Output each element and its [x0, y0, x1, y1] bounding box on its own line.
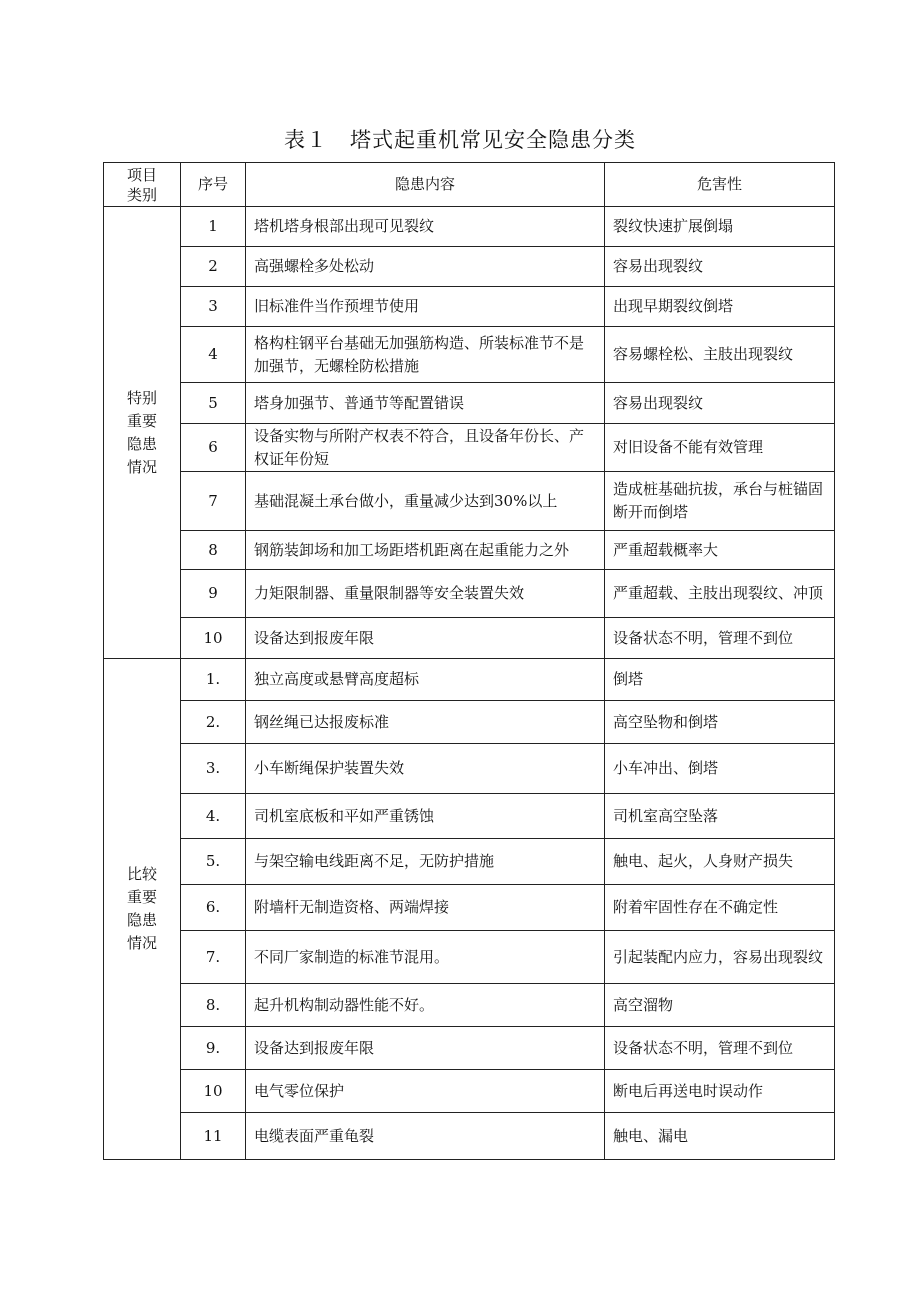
- table-body: [104, 207, 835, 1160]
- hazard-harm: 严重超载、主肢出现裂纹、冲顶: [605, 570, 835, 618]
- hazard-harm: 断电后再送电时误动作: [605, 1070, 835, 1113]
- hazard-harm: 容易出现裂纹: [605, 247, 835, 287]
- hazard-harm: 裂纹快速扩展倒塌: [605, 207, 835, 247]
- row-number: 1.: [181, 659, 246, 701]
- category-text: 隐患: [126, 434, 157, 453]
- hazard-harm: 触电、起火，人身财产损失: [605, 839, 835, 885]
- table-row: [104, 744, 835, 794]
- hazard-content: 基础混凝土承台做小，重量减少达到30%以上: [246, 472, 605, 531]
- header-row: [104, 163, 835, 207]
- table-row: [104, 531, 835, 570]
- category-text: 重要: [126, 411, 157, 430]
- row-number: 11: [181, 1113, 246, 1160]
- category-text: 隐患: [126, 911, 157, 929]
- table-row: [104, 472, 835, 531]
- hazard-harm: 容易出现裂纹: [605, 383, 835, 424]
- hazard-content: 钢筋装卸场和加工场距塔机距离在起重能力之外: [246, 531, 605, 570]
- header-number: 序号: [181, 163, 246, 207]
- hazard-content: 塔身加强节、普通节等配置错误: [246, 383, 605, 424]
- hazard-harm: 容易螺栓松、主肢出现裂纹: [605, 327, 835, 383]
- category-text: 特别: [126, 388, 157, 407]
- category-cell: [104, 207, 181, 659]
- row-number: 3: [181, 287, 246, 327]
- hazard-harm: 高空坠物和倒塔: [605, 701, 835, 744]
- hazard-harm: 小车冲出、倒塔: [605, 744, 835, 794]
- header-category-line2: 类别: [126, 185, 157, 204]
- table-row: [104, 424, 835, 472]
- table-row: [104, 1027, 835, 1070]
- row-number: 1: [181, 207, 246, 247]
- row-number: 10: [181, 618, 246, 659]
- hazard-harm: 引起装配内应力，容易出现裂纹: [605, 931, 835, 984]
- hazard-content: 附墙杆无制造资格、两端焊接: [246, 885, 605, 931]
- header-content: 隐患内容: [246, 163, 605, 207]
- category-text: 情况: [126, 457, 157, 476]
- hazard-content: 不同厂家制造的标准节混用。: [246, 931, 605, 984]
- table-row: [104, 931, 835, 984]
- row-number: 2.: [181, 701, 246, 744]
- hazard-harm: 设备状态不明，管理不到位: [605, 618, 835, 659]
- hazard-harm: 附着牢固性存在不确定性: [605, 885, 835, 931]
- row-number: 5: [181, 383, 246, 424]
- hazard-content: 独立高度或悬臂高度超标: [246, 659, 605, 701]
- hazard-harm: 造成桩基础抗拔，承台与桩锚固断开而倒塔: [605, 472, 835, 531]
- hazard-harm: 高空溜物: [605, 984, 835, 1027]
- category-text: 情况: [126, 934, 157, 952]
- row-number: 7.: [181, 931, 246, 984]
- row-number: 6: [181, 424, 246, 472]
- hazard-harm: 出现早期裂纹倒塔: [605, 287, 835, 327]
- row-number: 8: [181, 531, 246, 570]
- hazard-harm: 设备状态不明，管理不到位: [605, 1027, 835, 1070]
- table-row: [104, 247, 835, 287]
- table-row: [104, 618, 835, 659]
- table-row: [104, 1070, 835, 1113]
- hazard-content: 塔机塔身根部出现可见裂纹: [246, 207, 605, 247]
- table-row: [104, 383, 835, 424]
- hazard-table: [103, 162, 835, 1160]
- row-number: 5.: [181, 839, 246, 885]
- row-number: 9: [181, 570, 246, 618]
- row-number: 7: [181, 472, 246, 531]
- table-row: [104, 287, 835, 327]
- header-category-line1: 项目: [126, 165, 157, 184]
- hazard-content: 司机室底板和平如严重锈蚀: [246, 794, 605, 839]
- row-number: 4.: [181, 794, 246, 839]
- table-row: [104, 885, 835, 931]
- header-category: [104, 163, 181, 207]
- hazard-content: 与架空输电线距离不足，无防护措施: [246, 839, 605, 885]
- table-title: 表１ 塔式起重机常见安全隐患分类: [284, 128, 636, 152]
- table-row: [104, 794, 835, 839]
- hazard-content: 小车断绳保护装置失效: [246, 744, 605, 794]
- table-row: [104, 207, 835, 247]
- category-text: 比较: [126, 865, 157, 883]
- row-number: 10: [181, 1070, 246, 1113]
- hazard-content: 电缆表面严重龟裂: [246, 1113, 605, 1160]
- table-row: [104, 327, 835, 383]
- table-row: [104, 701, 835, 744]
- hazard-content: 设备达到报废年限: [246, 618, 605, 659]
- table-row: [104, 659, 835, 701]
- hazard-content: 钢丝绳已达报废标准: [246, 701, 605, 744]
- row-number: 6.: [181, 885, 246, 931]
- header-harm: 危害性: [605, 163, 835, 207]
- row-number: 9.: [181, 1027, 246, 1070]
- hazard-content: 设备实物与所附产权表不符合，且设备年份长、产权证年份短: [246, 424, 605, 472]
- row-number: 4: [181, 327, 246, 383]
- hazard-harm: 倒塔: [605, 659, 835, 701]
- hazard-content: 高强螺栓多处松动: [246, 247, 605, 287]
- row-number: 8.: [181, 984, 246, 1027]
- row-number: 3.: [181, 744, 246, 794]
- row-number: 2: [181, 247, 246, 287]
- hazard-content: 旧标准件当作预埋节使用: [246, 287, 605, 327]
- hazard-harm: 触电、漏电: [605, 1113, 835, 1160]
- category-text: 重要: [126, 888, 157, 906]
- hazard-content: 起升机构制动器性能不好。: [246, 984, 605, 1027]
- category-cell: [104, 659, 181, 1160]
- hazard-harm: 严重超载概率大: [605, 531, 835, 570]
- hazard-content: 电气零位保护: [246, 1070, 605, 1113]
- hazard-harm: 司机室高空坠落: [605, 794, 835, 839]
- hazard-harm: 对旧设备不能有效管理: [605, 424, 835, 472]
- hazard-content: 力矩限制器、重量限制器等安全装置失效: [246, 570, 605, 618]
- table-row: [104, 570, 835, 618]
- hazard-content: 格构柱钢平台基础无加强筋构造、所装标准节不是加强节，无螺栓防松措施: [246, 327, 605, 383]
- table-row: [104, 984, 835, 1027]
- hazard-content: 设备达到报废年限: [246, 1027, 605, 1070]
- table-row: [104, 1113, 835, 1160]
- table-row: [104, 839, 835, 885]
